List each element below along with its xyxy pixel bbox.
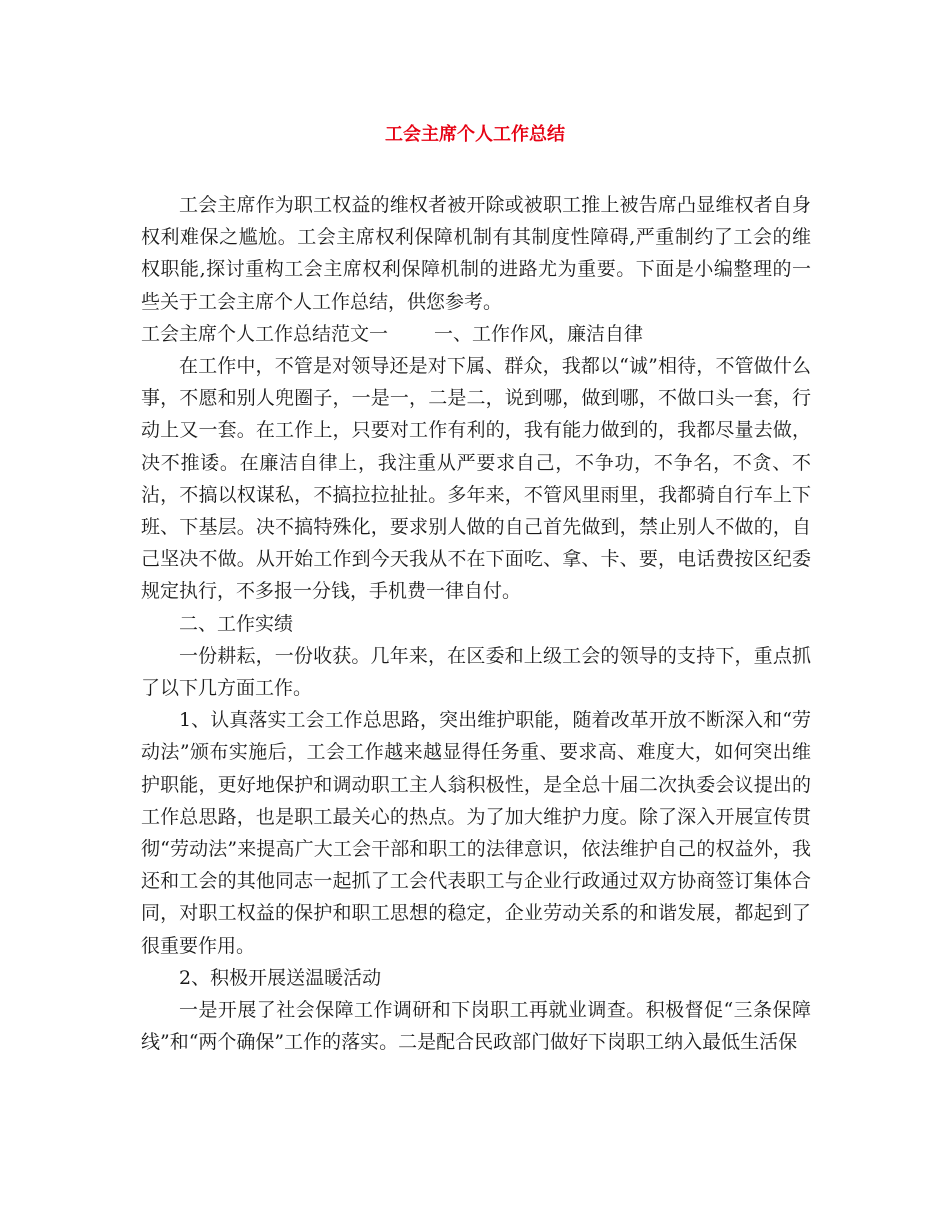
item-two-heading: 2、积极开展送温暖活动 [179,966,382,989]
achievements-heading: 二、工作实绩 [179,612,294,635]
item-one-paragraph: 1、认真落实工会工作总思路，突出维护职能，随着改革开放不断深入和“劳动法”颁布实施后，工会工作越来越显得任务重、要求高、难度大，如何突出维护职能，更好地保护和调动职工主人翁积极性，是全总十届二次执委会议提出的工作总思路，也是职工最关心的热点。为了加大维护力度。除了深入开展宣传贯彻“劳动法”来提高广大工会干部和职工的法律意识，依法维护自己的权益外，我还和工会的其他同志一起抓了工会代表职工与企业行政通过双方协商签订集体合同，对职工权益的保护和职工思想的稳定，企业劳动关系的和谐发展，都起到了很重要作用。 [141,709,811,957]
sample-heading: 工会主席个人工作总结范文一 [141,322,389,345]
work-style-heading: 一、工作作风，廉洁自律 [434,322,644,345]
document-body [141,189,811,1058]
work-style-paragraph: 在工作中，不管是对领导还是对下属、群众，我都以“诚”相待，不管做什么事，不愿和别人兜圈子，一是一，二是二，说到哪，做到哪，不做口头一套，行动上又一套。在工作上，只要对工作有利的，我有能力做到的，我都尽量去做，决不推诿。在廉洁自律上，我注重从严要求自己，不争功，不争名，不贪、不沾，不搞以权谋私，不搞拉拉扯扯。多年来，不管风里雨里，我都骑自行车上下班、下基层。决不搞特殊化，要求别人做的自己首先做到，禁止别人不做的，自己坚决不做。从开始工作到今天我从不在下面吃、拿、卡、要，电话费按区纪委规定执行，不多报一分钱，手机费一律自付。 [141,355,811,603]
achievements-intro-paragraph: 一份耕耘，一份收获。几年来，在区委和上级工会的领导的支持下，重点抓了以下几方面工作。 [141,644,811,700]
intro-paragraph: 工会主席作为职工权益的维权者被开除或被职工推上被告席凸显维权者自身权利难保之尴尬。工会主席权利保障机制有其制度性障碍,严重制约了工会的维权职能,探讨重构工会主席权利保障机制的进路尤为重要。下面是小编整理的一些关于工会主席个人工作总结，供您参考。 [141,194,811,313]
section-heading-line [141,318,811,350]
item-two-paragraph: 一是开展了社会保障工作调研和下岗职工再就业调查。积极督促“三条保障线”和“两个确保”工作的落实。二是配合民政部门做好下岗职工纳入最低生活保 [141,999,811,1054]
document-title: 工会主席个人工作总结 [385,124,565,145]
